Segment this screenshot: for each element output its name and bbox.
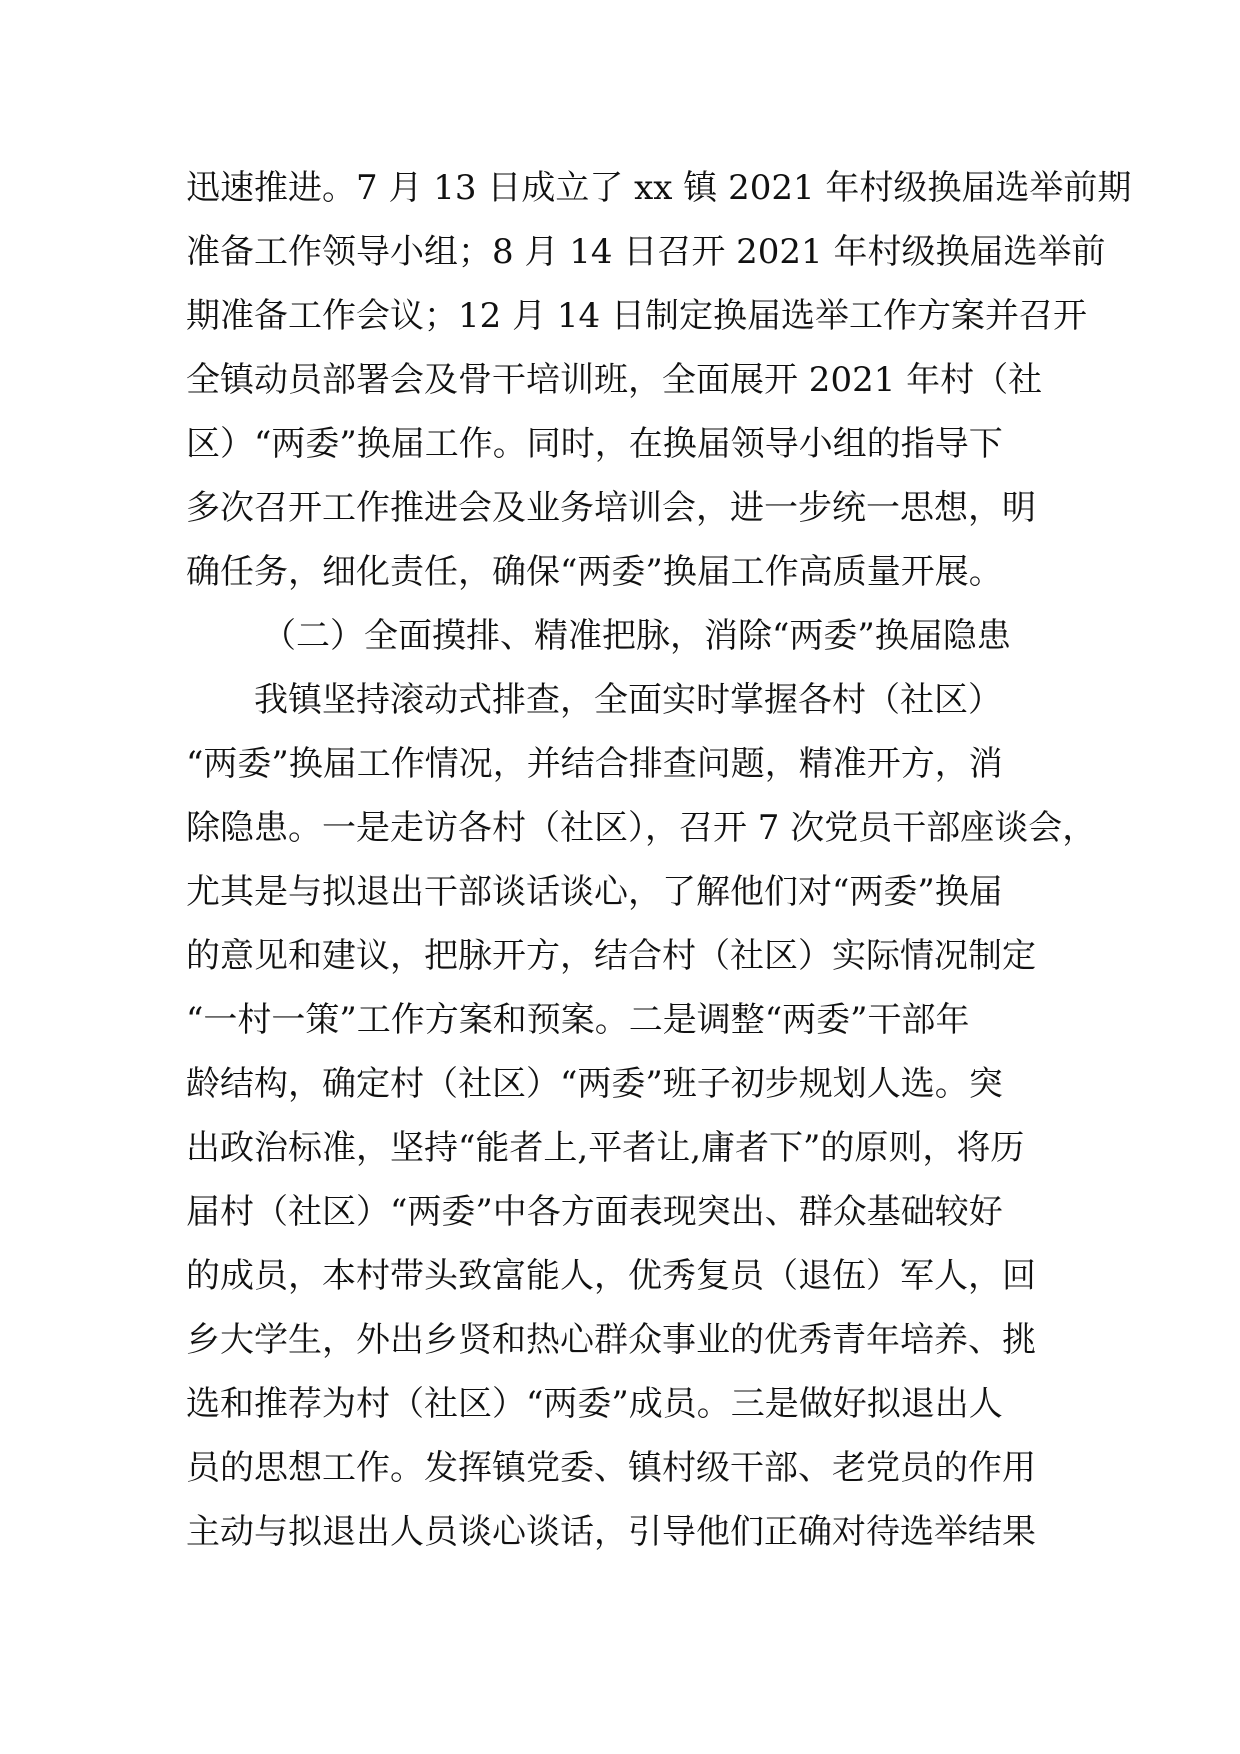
paragraph-line: 我镇坚持滚动式排查，全面实时掌握各村（社区） [254, 680, 1002, 720]
section-heading: （二）全面摸排、精准把脉，消除“两委”换届隐患 [262, 616, 1011, 656]
paragraph-line: 迅速推进。7 月 13 日成立了 xx 镇 2021 年村级换届选举前期 [186, 168, 1132, 208]
paragraph-line: “一村一策”工作方案和预案。二是调整“两委”干部年 [186, 1000, 970, 1040]
paragraph-line: 员的思想工作。发挥镇党委、镇村级干部、老党员的作用 [186, 1448, 1036, 1488]
paragraph-line: 主动与拟退出人员谈心谈话，引导他们正确对待选举结果 [186, 1512, 1036, 1552]
paragraph-line: “两委”换届工作情况，并结合排查问题，精准开方，消 [186, 744, 1003, 784]
paragraph-line: 龄结构，确定村（社区）“两委”班子初步规划人选。突 [186, 1064, 1003, 1104]
paragraph-line: 确任务，细化责任，确保“两委”换届工作高质量开展。 [186, 552, 1003, 592]
paragraph-line: 届村（社区）“两委”中各方面表现突出、群众基础较好 [186, 1192, 1003, 1232]
paragraph-line: 全镇动员部署会及骨干培训班，全面展开 2021 年村（社 [186, 360, 1043, 400]
paragraph-line: 除隐患。一是走访各村（社区），召开 7 次党员干部座谈会， [186, 808, 1097, 848]
paragraph-line: 准备工作领导小组；8 月 14 日召开 2021 年村级换届选举前 [186, 232, 1106, 272]
paragraph-line: 出政治标准，坚持“能者上,平者让,庸者下”的原则，将历 [186, 1128, 1025, 1168]
paragraph-line: 期准备工作会议；12 月 14 日制定换届选举工作方案并召开 [186, 296, 1087, 336]
paragraph-line: 的成员，本村带头致富能人，优秀复员（退伍）军人，回 [186, 1256, 1036, 1296]
paragraph-line: 尤其是与拟退出干部谈话谈心，了解他们对“两委”换届 [186, 872, 1003, 912]
paragraph-line: 区）“两委”换届工作。同时，在换届领导小组的指导下 [186, 424, 1003, 464]
paragraph-line: 多次召开工作推进会及业务培训会，进一步统一思想，明 [186, 488, 1036, 528]
paragraph-line: 乡大学生，外出乡贤和热心群众事业的优秀青年培养、挑 [186, 1320, 1036, 1360]
paragraph-line: 的意见和建议，把脉开方，结合村（社区）实际情况制定 [186, 936, 1036, 976]
paragraph-line: 选和推荐为村（社区）“两委”成员。三是做好拟退出人 [186, 1384, 1003, 1424]
